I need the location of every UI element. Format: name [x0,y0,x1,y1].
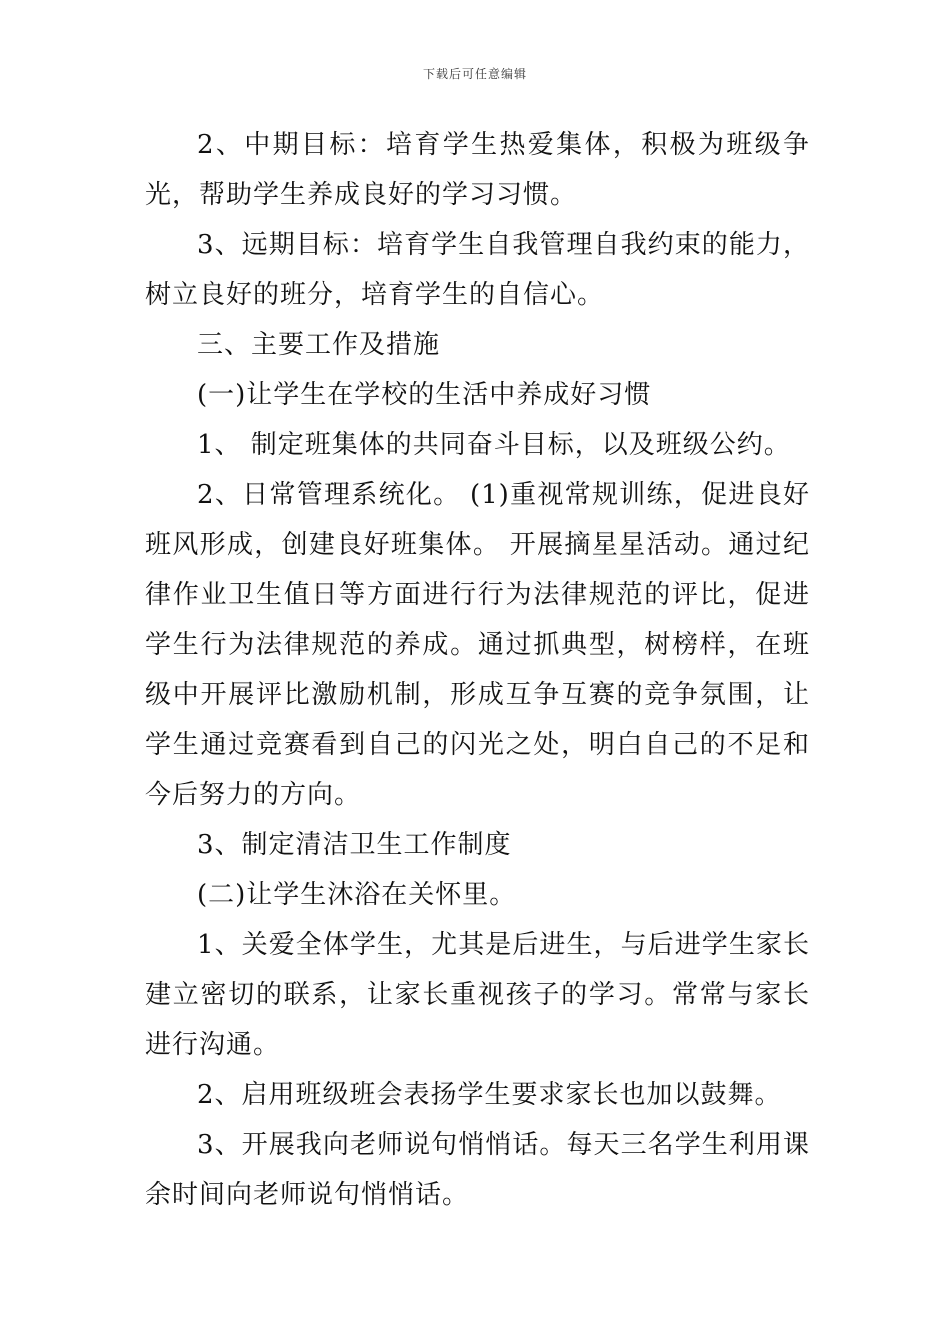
header-note: 下载后可任意编辑 [422,67,527,81]
paragraph-mid-term-goal: 2、中期目标：培育学生热爱集体，积极为班级争光，帮助学生养成良好的学习习惯。 [145,130,810,210]
paragraph-class-goals: 1、 制定班集体的共同奋斗目标，以及班级公约。 [197,430,791,460]
section-heading-main-work: 三、主要工作及措施 [197,330,441,360]
paragraph-long-term-goal: 3、远期目标：培育学生自我管理自我约束的能力，树立良好的班分，培育学生的自信心。 [145,230,810,310]
subsection-heading-habits: (一)让学生在学校的生活中养成好习惯 [197,380,652,410]
paragraph-daily-management: 2、日常管理系统化。 (1)重视常规训练，促进良好班风形成，创建良好班集体。 开展摘星星活动。通过纪律作业卫生值日等方面进行行为法律规范的评比，促进学生行为法律规范的养成。通过抓典型，树榜样，在班级中开展评比激励机制，形成互争互赛的竞争氛围，让学生通过竞赛看到自己的闪光之处，明白自己的不足和今后努力的方向。 [145,480,810,810]
paragraph-whisper-to-teacher: 3、开展我向老师说句悄悄话。每天三名学生利用课余时间向老师说句悄悄话。 [145,1130,810,1210]
document-body [145,120,810,1220]
paragraph-care-students: 1、关爱全体学生，尤其是后进生，与后进学生家长建立密切的联系，让家长重视孩子的学习。常常与家长进行沟通。 [145,930,810,1060]
paragraph-class-meeting: 2、启用班级班会表扬学生要求家长也加以鼓舞。 [197,1080,782,1110]
subsection-heading-care: (二)让学生沐浴在关怀里。 [197,880,517,910]
paragraph-cleaning-system: 3、制定清洁卫生工作制度 [197,830,512,860]
